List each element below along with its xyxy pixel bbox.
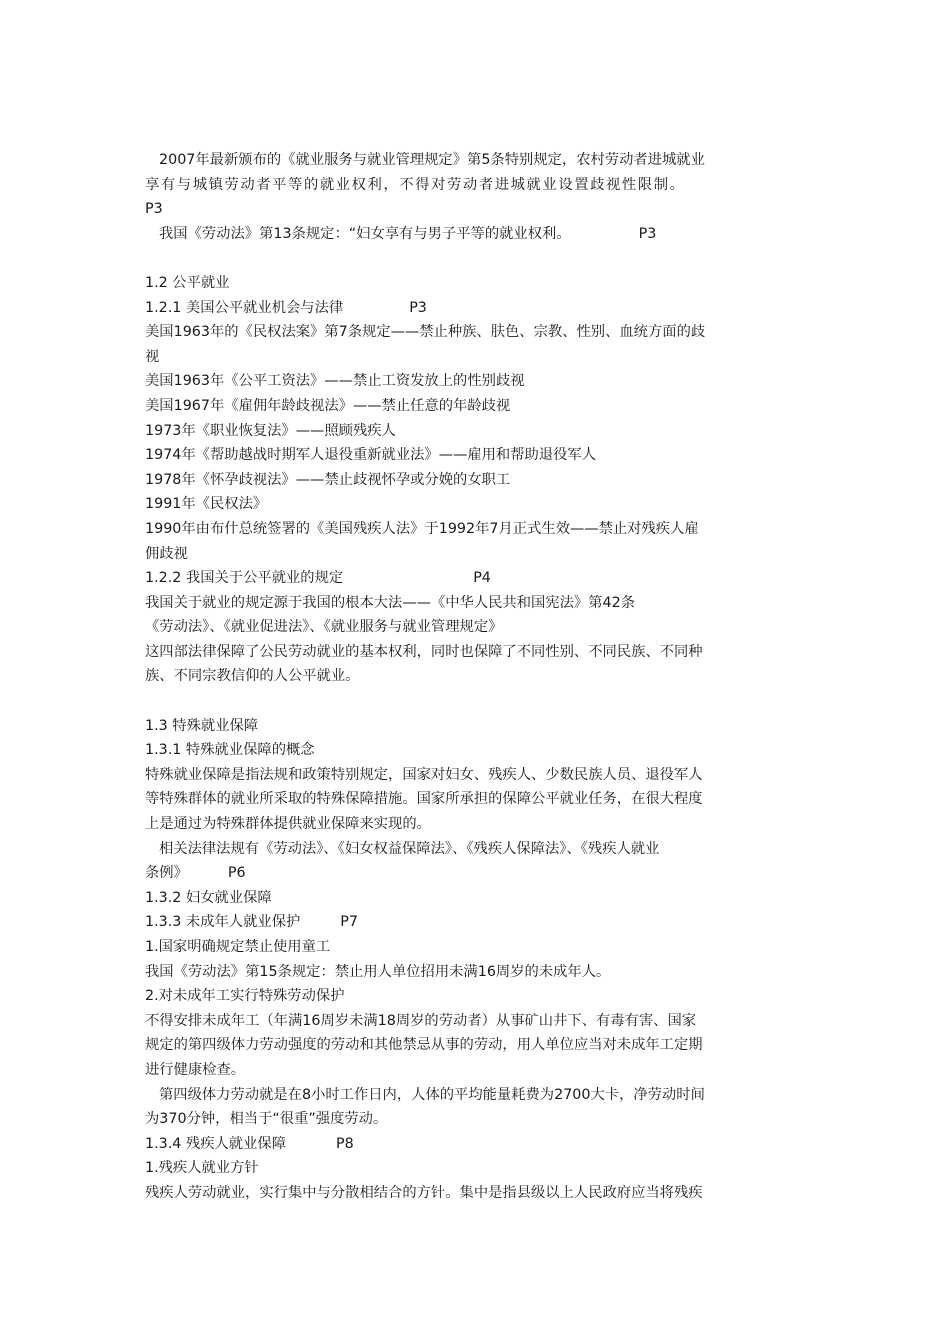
page-ref: P4	[473, 570, 491, 587]
paragraph-line: 我国《劳动法》第15条规定：禁止用人单位招用未满16周岁的未成年人。	[145, 963, 611, 980]
list-line: 1991年《民权法》	[145, 496, 268, 513]
list-heading: 1.残疾人就业方针	[145, 1160, 259, 1177]
paragraph-line: 相关法律法规有《劳动法》、《妇女权益保障法》、《残疾人保障法》、《残疾人就业	[159, 840, 660, 857]
paragraph-line: 进行健康检查。	[145, 1061, 246, 1078]
paragraph-line: 我国关于就业的规定源于我国的根本大法——《中华人民共和国宪法》第42条	[145, 594, 635, 611]
paragraph-line: 不得安排未成年工（年满16周岁未满18周岁的劳动者）从事矿山井下、有毒有害、国家	[145, 1012, 697, 1029]
document-page	[145, 148, 810, 1206]
blank-line	[145, 246, 810, 271]
paragraph-line: 这四部法律保障了公民劳动就业的基本权利，同时也保障了不同性别、不同民族、不同种	[145, 643, 703, 660]
list-heading: 1.国家明确规定禁止使用童工	[145, 939, 331, 955]
subsection-heading	[145, 566, 810, 591]
heading-text: 1.2.1 美国公平就业机会与法律	[145, 299, 344, 316]
paragraph-text: 条例》	[145, 865, 188, 882]
section-heading: 1.3 特殊就业保障	[145, 717, 259, 734]
subsection-heading: 1.3.2 妇女就业保障	[145, 889, 272, 906]
page-ref: P3	[409, 299, 427, 316]
heading-text: 1.3.4 残疾人就业保障	[145, 1135, 286, 1152]
page-ref: P3	[638, 225, 657, 242]
subsection-heading: 1.3.1 特殊就业保障的概念	[145, 742, 315, 759]
list-line: 美国1967年《雇佣年龄歧视法》——禁止任意的年龄歧视	[145, 397, 511, 414]
paragraph-line: 等特殊群体的就业所采取的特殊保障措施。国家所承担的保障公平就业任务，在很大程度	[145, 791, 703, 808]
section-heading: 1.2 公平就业	[145, 274, 230, 291]
blank-line	[145, 689, 810, 714]
page-ref: P3	[145, 201, 163, 218]
paragraph-line: 残疾人劳动就业，实行集中与分散相结合的方针。集中是指县级以上人民政府应当将残疾	[145, 1184, 703, 1201]
paragraph-line: 族、不同宗教信仰的人公平就业。	[145, 668, 360, 685]
heading-text: 1.3.3 未成年人就业保护	[145, 914, 301, 931]
list-heading: 2.对未成年工实行特殊劳动保护	[145, 988, 345, 1005]
list-line: 1978年《怀孕歧视法》——禁止歧视怀孕或分娩的女职工	[145, 471, 511, 488]
subsection-heading	[145, 910, 810, 935]
subsection-heading	[145, 296, 810, 321]
paragraph-line: 视	[145, 348, 160, 365]
paragraph-line: 1990年由布什总统签署的《美国残疾人法》于1992年7月正式生效——禁止对残疾人雇	[145, 520, 699, 537]
list-line: 1974年《帮助越战时期军人退役重新就业法》——雇用和帮助退役军人	[145, 447, 596, 464]
paragraph-line: 为370分钟，相当于“很重”强度劳动。	[145, 1111, 388, 1128]
page-ref: P6	[227, 865, 246, 882]
paragraph-line: 上是通过为特殊群体提供就业保障来实现的。	[145, 816, 431, 833]
paragraph-line: 2007年最新颁布的《就业服务与就业管理规定》第5条特别规定，农村劳动者进城就业	[159, 152, 705, 168]
list-line: 1973年《职业恢复法》——照顾残疾人	[145, 422, 396, 439]
paragraph-line: 规定的第四级体力劳动强度的劳动和其他禁忌从事的劳动，用人单位应当对未成年工定期	[145, 1037, 703, 1054]
paragraph-line: 《劳动法》、《就业促进法》、《就业服务与就业管理规定》	[145, 619, 503, 636]
paragraph-line	[145, 222, 810, 247]
page-ref: P8	[336, 1135, 354, 1152]
paragraph-line	[145, 861, 810, 886]
list-line: 美国1963年《公平工资法》——禁止工资发放上的性别歧视	[145, 373, 525, 390]
paragraph-line: 第四级体力劳动就是在8小时工作日内，人体的平均能量耗费为2700大卡，净劳动时间	[159, 1086, 705, 1103]
page-ref: P7	[340, 914, 359, 931]
subsection-heading	[145, 1132, 810, 1157]
paragraph-line: 佣歧视	[145, 545, 188, 562]
heading-text: 1.2.2 我国关于公平就业的规定	[145, 570, 344, 587]
paragraph-line: 特殊就业保障是指法规和政策特别规定，国家对妇女、残疾人、少数民族人员、退役军人	[145, 766, 703, 783]
paragraph-line: 美国1963年的《民权法案》第7条规定——禁止种族、肤色、宗教、性别、血统方面的歧	[145, 324, 706, 341]
paragraph-line: 享有与城镇劳动者平等的就业权利，不得对劳动者进城就业设置歧视性限制。	[145, 176, 686, 193]
paragraph-text: 我国《劳动法》第13条规定：“妇女享有与男子平等的就业权利。	[159, 225, 571, 242]
